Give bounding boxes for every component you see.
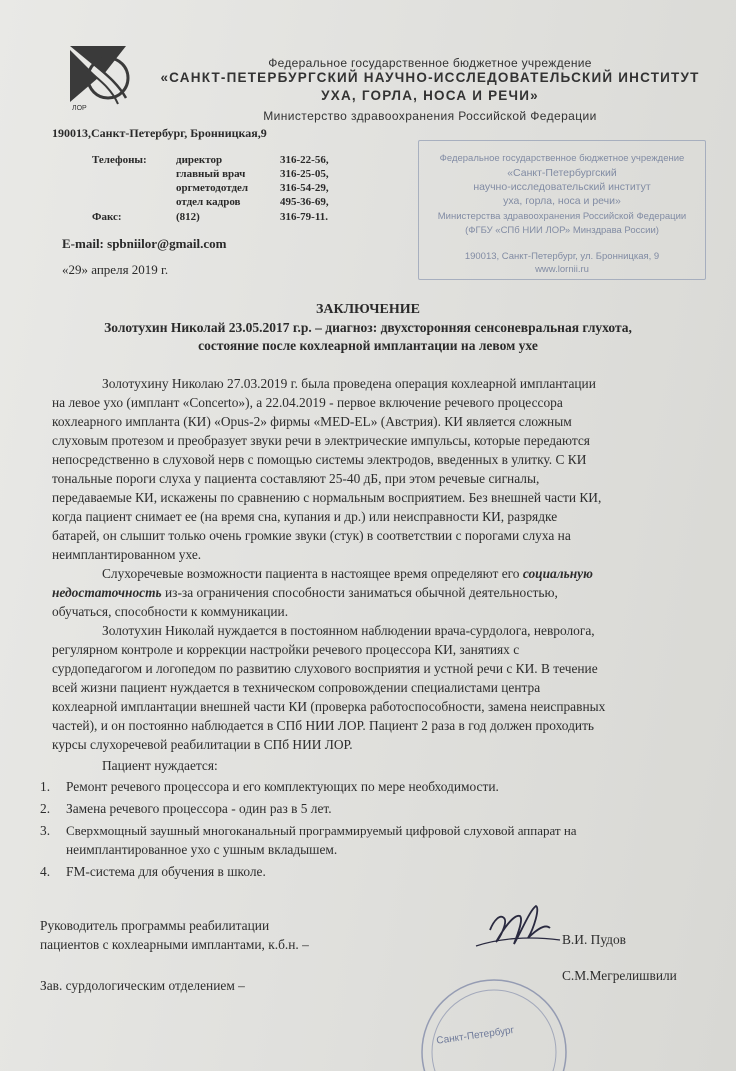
text-line: тональные пороги слуха у пациента составляют 25-40 дБ, при этом речевые сигналы, bbox=[52, 471, 540, 486]
handwritten-signature bbox=[470, 898, 566, 958]
text-line: всей жизни пациент нуждается в техническом сопровождении специалистами центра bbox=[52, 680, 541, 695]
text-line: сурдопедагогом и логопедом по развитию слухового восприятия и устной речи с КИ. В течение bbox=[52, 661, 598, 676]
text-line: регулярном контроле и коррекции настройки речевого процессора КИ, занятиях с bbox=[52, 642, 520, 657]
text-line: Золотухину Николаю 27.03.2019 г. была проведена операция кохлеарной имплантации bbox=[102, 376, 596, 391]
list-number: 1. bbox=[40, 779, 51, 794]
phone-role: оргметодотдел bbox=[176, 182, 249, 194]
fax-label: Факс: bbox=[92, 211, 122, 223]
stamp-line: уха, горла, носа и речи» bbox=[503, 195, 621, 207]
round-seal bbox=[412, 964, 572, 1071]
document-title: ЗАКЛЮЧЕНИЕ bbox=[315, 302, 421, 317]
seal-text: Санкт-Петербург bbox=[435, 1024, 515, 1047]
stamp-line: (ФГБУ «СПб НИИ ЛОР» Минздрава России) bbox=[465, 225, 659, 236]
institute-logo bbox=[68, 44, 134, 112]
list-item-continued: неимплантированное ухо с ушным вкладышем. bbox=[66, 842, 338, 857]
title-diagnosis: Золотухин Николай 23.05.2017 г.р. – диагноз: двухсторонняя сенсоневральная глухота, bbox=[104, 320, 632, 335]
phone-role: директор bbox=[176, 154, 223, 166]
signatory-title: Зав. сурдологическим отделением – bbox=[40, 978, 245, 993]
text-line: неимплантированном ухе. bbox=[52, 547, 202, 562]
stamp-line: www.lornii.ru bbox=[535, 264, 589, 275]
needs-label: Пациент нуждается: bbox=[102, 758, 218, 773]
text-span: Слухоречевые возможности пациента в настоящее время определяют его bbox=[102, 566, 523, 581]
text-line bbox=[52, 585, 558, 601]
phone-number: 316-79-11. bbox=[280, 211, 328, 223]
email: E-mail: spbniilor@gmail.com bbox=[62, 236, 227, 251]
signatory-title: пациентов с кохлеарными имплантами, к.б.н. – bbox=[40, 937, 309, 952]
phone-number: 495-36-69, bbox=[280, 196, 329, 208]
emphasis: недостаточность bbox=[52, 585, 162, 600]
stamp-line: научно-исследовательский институт bbox=[473, 181, 651, 193]
phone-role: главный врач bbox=[176, 168, 246, 180]
text-line: когда пациент снимает ее (на время сна, купания и др.) или неисправности КИ, разрядке bbox=[52, 509, 558, 524]
text-line: обучаться, способности к коммуникации. bbox=[52, 604, 289, 619]
list-item: FM-система для обучения в школе. bbox=[66, 864, 266, 879]
text-line: слуховым протезом и преобразует звуки речи в электрические импульсы, которые передаются bbox=[52, 433, 590, 448]
text-line: частей), и он постоянно наблюдается в СПб НИИ ЛОР. Пациент 2 раза в год должен проходить bbox=[52, 718, 595, 733]
text-line: на левое ухо (имплант «Concerto»), а 22.04.2019 - первое включение речевого процессора bbox=[52, 395, 563, 410]
text-line: непосредственно в слуховой нерв с помощью системы электродов, введенных в улитку. С КИ bbox=[52, 452, 587, 467]
list-item: Ремонт речевого процессора и его комплектующих по мере необходимости. bbox=[66, 779, 499, 794]
signatory-title: Руководитель программы реабилитации bbox=[40, 918, 270, 933]
signatory-name: С.М.Мегрелишвили bbox=[562, 968, 677, 983]
header-ministry: Министерство здравоохранения Российской Федерации bbox=[263, 109, 597, 123]
list-number: 4. bbox=[40, 864, 51, 879]
header-line-2: «САНКТ-ПЕТЕРБУРГСКИЙ НАУЧНО-ИССЛЕДОВАТЕЛЬСКИЙ ИНСТИТУТ bbox=[160, 70, 700, 85]
phone-number: 316-25-05, bbox=[280, 168, 329, 180]
text-span: из-за ограничения способности заниматься обычной деятельностью, bbox=[161, 585, 558, 600]
text-line bbox=[102, 566, 593, 582]
stamp-line: 190013, Санкт-Петербург, ул. Бронницкая, 9 bbox=[464, 251, 660, 262]
header-line-3: УХА, ГОРЛА, НОСА И РЕЧИ» bbox=[321, 88, 539, 103]
logo-text: ЛОР bbox=[72, 105, 87, 112]
text-line: Золотухин Николай нуждается в постоянном наблюдении врача-сурдолога, невролога, bbox=[102, 623, 595, 638]
stamp-line: Министерства здравоохранения Российской Федерации bbox=[437, 211, 687, 222]
text-line: кохлеарной имплантации внешней части КИ (проверка работоспособности, замена неисправных bbox=[52, 699, 606, 714]
list-item: Сверхмощный заушный многоканальный программируемый цифровой слуховой аппарат на bbox=[66, 823, 577, 838]
address: 190013,Санкт-Петербург, Бронницкая,9 bbox=[52, 126, 267, 140]
phone-number: 316-22-56, bbox=[280, 154, 329, 166]
stamp-line: «Санкт-Петербургский bbox=[507, 167, 617, 179]
list-item: Замена речевого процессора - один раз в 5 лет. bbox=[66, 801, 332, 816]
title-condition: состояние после кохлеарной имплантации на левом ухе bbox=[198, 338, 538, 353]
list-number: 3. bbox=[40, 823, 51, 838]
phone-role: отдел кадров bbox=[176, 196, 241, 208]
phone-number: 316-54-29, bbox=[280, 182, 329, 194]
list-number: 2. bbox=[40, 801, 51, 816]
signatory-name: В.И. Пудов bbox=[562, 932, 626, 947]
phone-role: (812) bbox=[176, 211, 200, 223]
emphasis: социальную bbox=[522, 566, 593, 581]
text-line: кохлеарного импланта (КИ) «Opus-2» фирмы «MED-EL» (Австрия). КИ является сложным bbox=[52, 414, 572, 429]
header-line-1: Федеральное государственное бюджетное учреждение bbox=[268, 56, 592, 70]
text-line: курсы слухоречевой реабилитации в СПб НИИ ЛОР. bbox=[52, 737, 353, 752]
institution-stamp bbox=[418, 140, 706, 280]
text-line: передаваемые КИ, искажены по сравнению с нормальным восприятием. Без внешней части КИ, bbox=[52, 490, 602, 505]
stamp-line: Федеральное государственное бюджетное учреждение bbox=[439, 153, 685, 164]
phones-label: Телефоны: bbox=[92, 154, 147, 166]
text-line: батарей, он слышит только очень громкие звуки (стук) в соответствии с порогами слуха на bbox=[52, 528, 571, 543]
document-date: «29» апреля 2019 г. bbox=[62, 262, 169, 277]
